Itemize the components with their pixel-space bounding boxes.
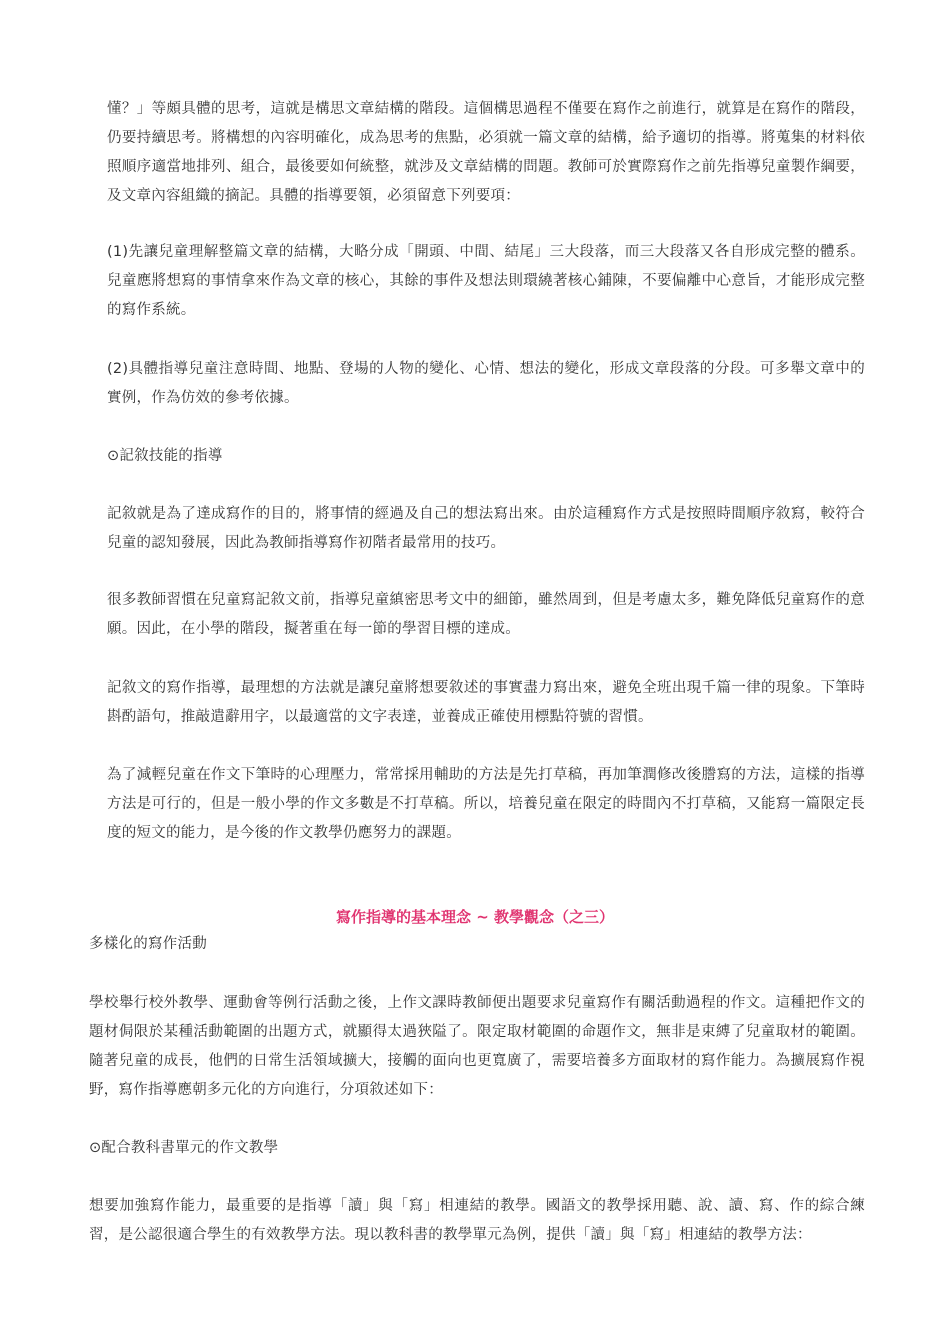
paragraph-activity-topics: 學校舉行校外教學、運動會等例行活動之後，上作文課時教師便出題要求兒童寫作有關活動過程的作文。這種把作文的題材侷限於某種活動範圍的出題方式，就顯得太過狹隘了。限定取材範圍的命題作文，無非是束縛了兒童取材的範圍。隨著兒童的成長，他們的日常生活領域擴大，接觸的面向也更寬廣了，需要培養多方面取材的寫作能力。為擴展寫作視野，寫作指導應朝多元化的方向進行，分項敘述如下： <box>89 995 865 1098</box>
paragraph-point-1: (1)先讓兒童理解整篇文章的結構，大略分成「開頭、中間、結尾」三大段落，而三大段落又各自形成完整的體系。兒童應將想寫的事情拿來作為文章的核心，其餘的事件及想法則環繞著核心鋪陳，不要偏離中心意旨，才能形成完整的寫作系統。 <box>107 244 865 318</box>
paragraph-structure-intro: 懂？」等頗具體的思考，這就是構思文章結構的階段。這個構思過程不僅要在寫作之前進行，就算是在寫作的階段，仍要持續思考。將構想的內容明確化，成為思考的焦點，必須就一篇文章的結構，給予適切的指導。將蒐集的材料依照順序適當地排列、組合，最後要如何統整，就涉及文章結構的問題。教師可於實際寫作之前先指導兒童製作綱要，及文章內容組織的摘記。具體的指導要領，必須留意下列要項： <box>107 101 865 204</box>
subheading-diverse-activities: 多樣化的寫作活動 <box>89 936 207 952</box>
paragraph-teacher-habits: 很多教師習慣在兒童寫記敘文前，指導兒童縝密思考文中的細節，雖然周到，但是考慮太多，難免降低兒童寫作的意願。因此，在小學的階段，擬著重在每一節的學習目標的達成。 <box>107 592 865 637</box>
section-heading: 寫作指導的基本理念 ~ 教學觀念（之三） <box>335 908 614 926</box>
paragraph-read-write-link: 想要加強寫作能力，最重要的是指導「讀」與「寫」相連結的教學。國語文的教學採用聽、說、讀、寫、作的綜合練習，是公認很適合學生的有效教學方法。現以教科書的教學單元為例，提供「讀」與「寫」相連結的教學方法： <box>89 1198 865 1243</box>
subheading-textbook-units: ⊙配合教科書單元的作文教學 <box>89 1140 279 1156</box>
paragraph-narrative-definition: 記敘就是為了達成寫作的目的，將事情的經過及自己的想法寫出來。由於這種寫作方式是按照時間順序敘寫，較符合兒童的認知發展，因此為教師指導寫作初階者最常用的技巧。 <box>107 506 865 551</box>
paragraph-point-2: (2)具體指導兒童注意時間、地點、登場的人物的變化、心情、想法的變化，形成文章段落的分段。可多舉文章中的實例，作為仿效的參考依據。 <box>107 361 865 406</box>
paragraph-draft-method: 為了減輕兒童在作文下筆時的心理壓力，常常採用輔助的方法是先打草稿，再加筆潤修改後謄寫的方法，這樣的指導方法是可行的，但是一般小學的作文多數是不打草稿。所以，培養兒童在限定的時間內不打草稿，又能寫一篇限定長度的短文的能力，是今後的作文教學仍應努力的課題。 <box>107 767 865 841</box>
subheading-narrative-skill: ⊙記敘技能的指導 <box>107 448 223 464</box>
paragraph-narrative-guidance: 記敘文的寫作指導，最理想的方法就是讓兒童將想要敘述的事實盡力寫出來，避免全班出現千篇一律的現象。下筆時斟酌語句，推敲遣辭用字，以最適當的文字表達，並養成正確使用標點符號的習慣。 <box>107 680 865 725</box>
